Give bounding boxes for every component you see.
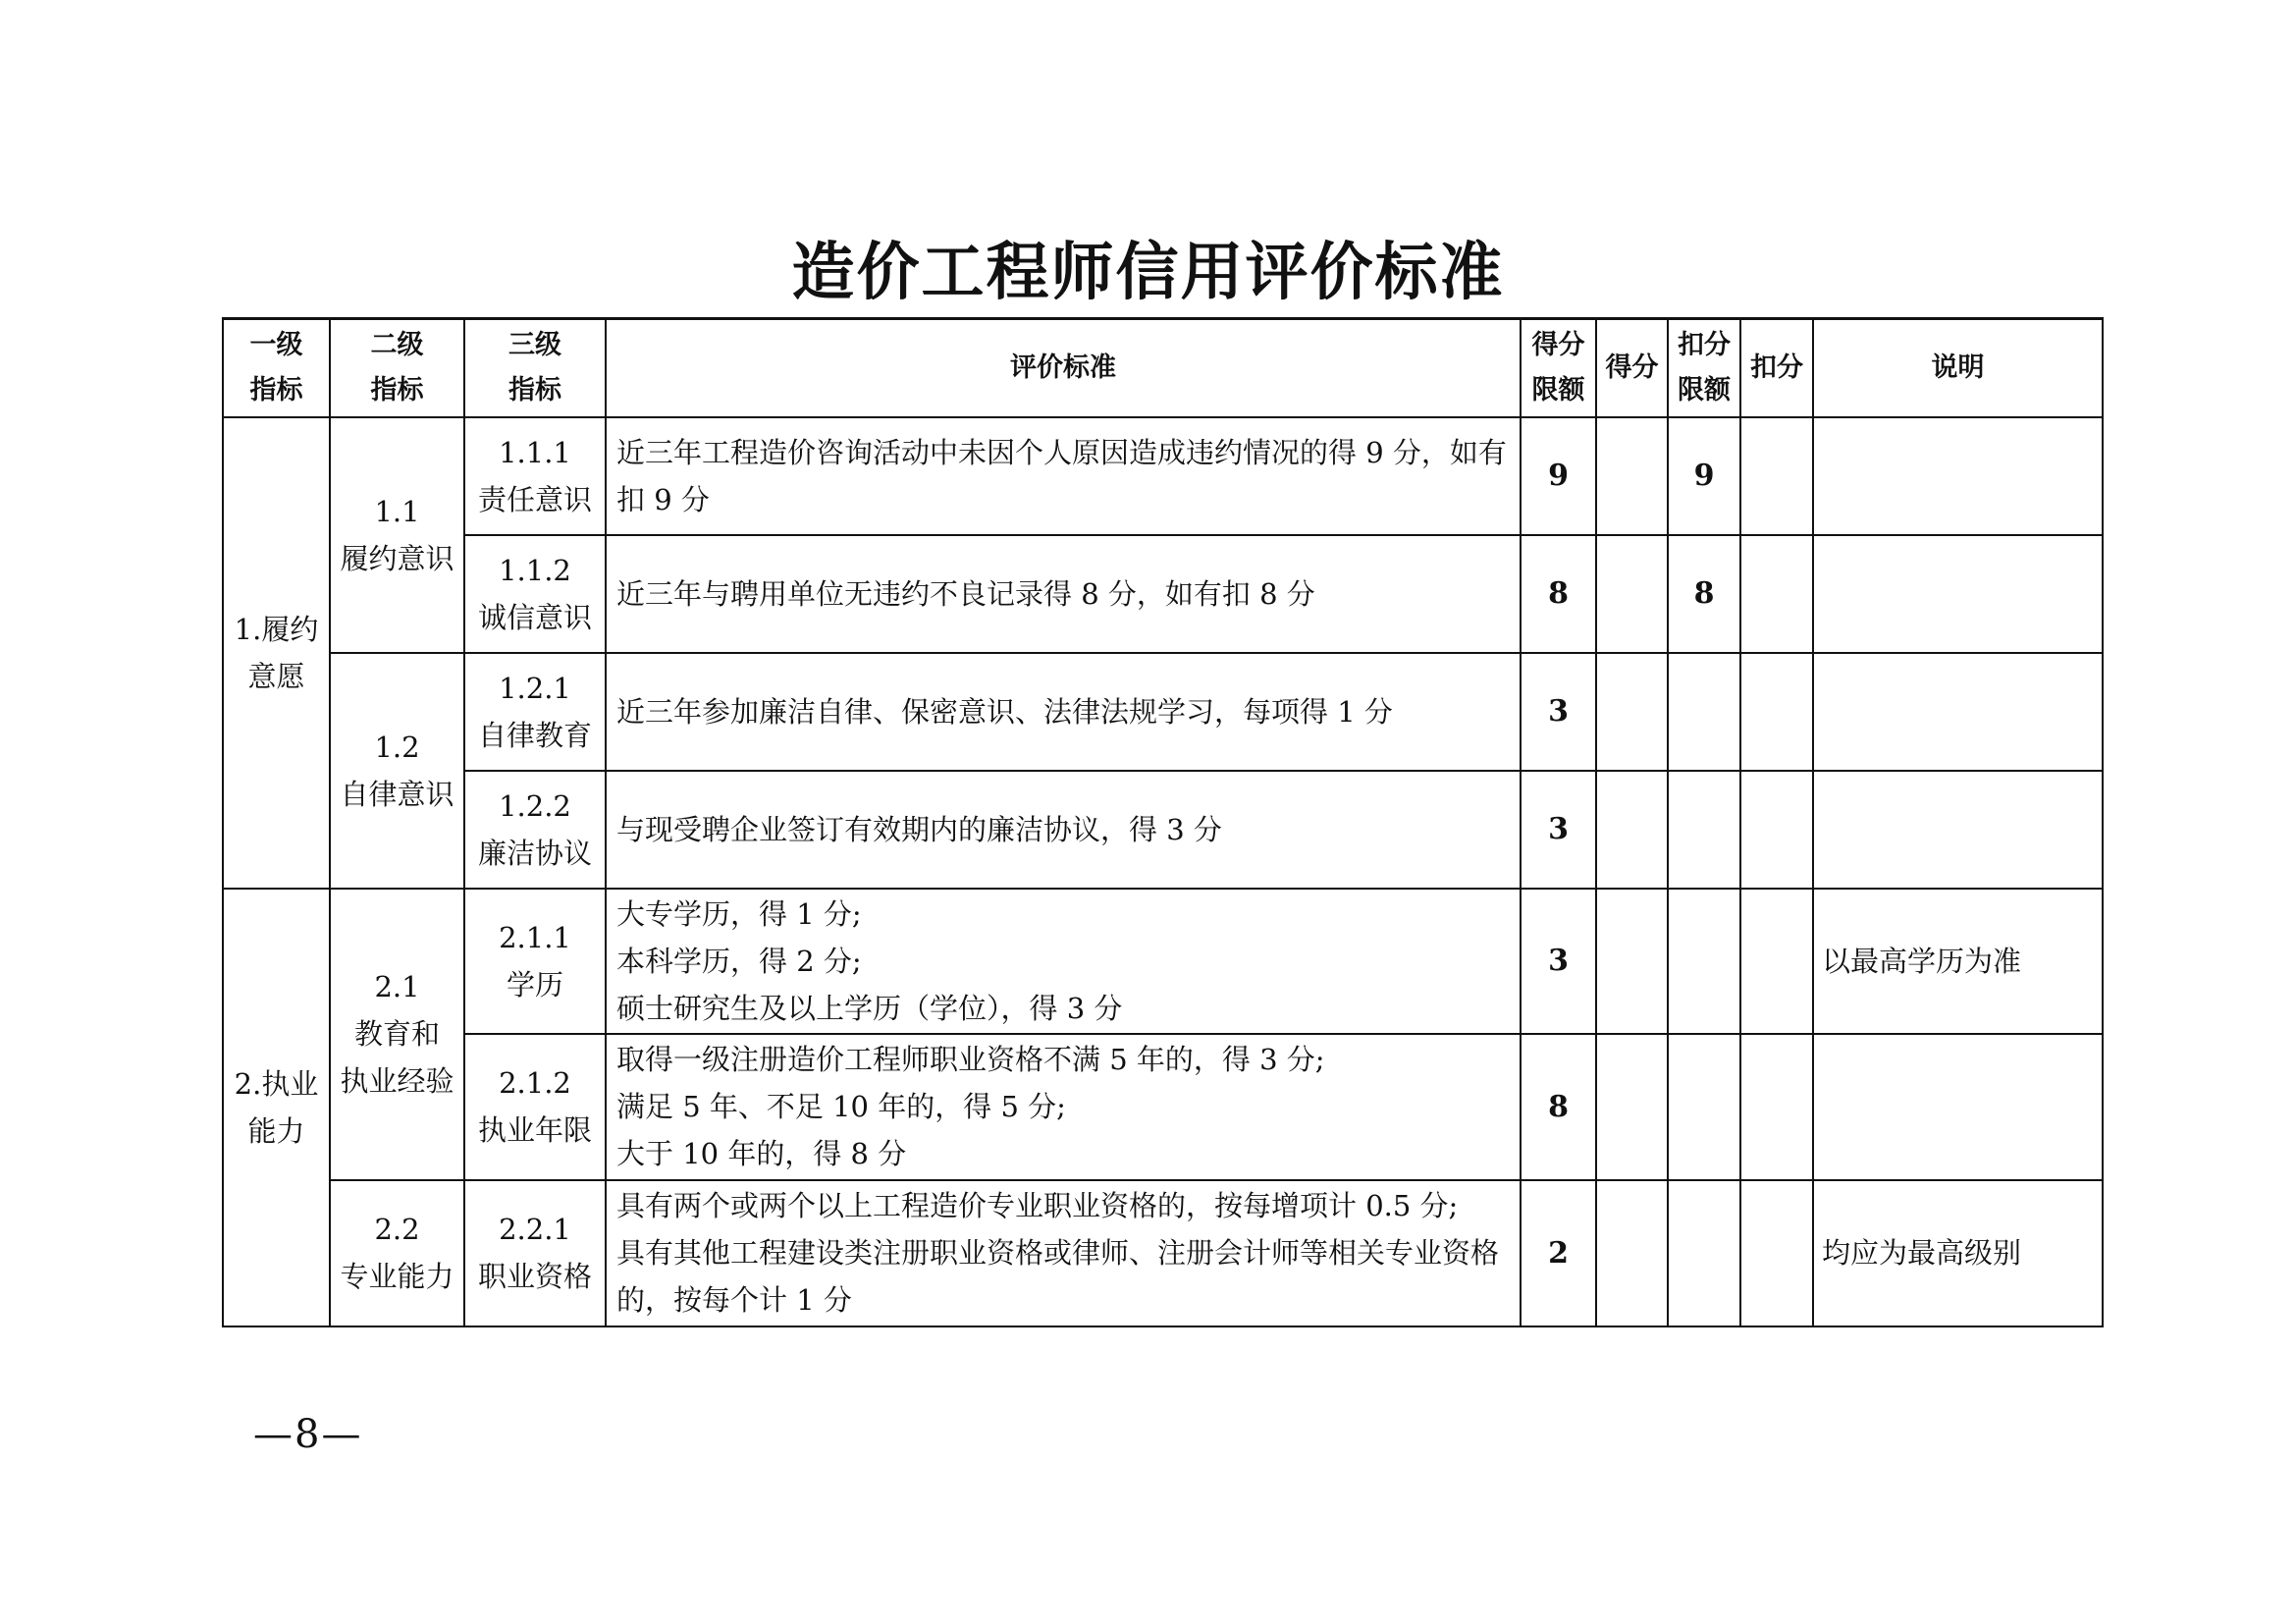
level3-cell: 2.1.2 执业年限: [464, 1034, 606, 1180]
level3-cell: 2.2.1 职业资格: [464, 1180, 606, 1326]
score-cell: [1596, 417, 1668, 535]
criteria-cell: 取得一级注册造价工程师职业资格不满 5 年的，得 3 分; 满足 5 年、不足 10 年的，得 5 分; 大于 10 年的，得 8 分: [606, 1034, 1521, 1180]
note-cell: [1813, 1034, 2103, 1180]
score-cell: [1596, 1034, 1668, 1180]
header-row: [223, 319, 2103, 417]
score-limit-cell: 3: [1521, 771, 1596, 889]
header-note: 说明: [1813, 319, 2103, 417]
level3-cell: 2.1.1 学历: [464, 889, 606, 1034]
level2-cell: 1.2 自律意识: [330, 653, 464, 889]
deduct-cell: [1740, 653, 1813, 771]
level3-cell: 1.2.1 自律教育: [464, 653, 606, 771]
header-level3: 三级 指标: [464, 319, 606, 417]
deduct-limit-cell: [1668, 1034, 1740, 1180]
deduct-cell: [1740, 771, 1813, 889]
table-row: [223, 771, 2103, 889]
table-row: [223, 653, 2103, 771]
note-cell: 均应为最高级别: [1813, 1180, 2103, 1326]
level1-cell: 1.履约 意愿: [223, 417, 330, 889]
level3-cell: 1.2.2 廉洁协议: [464, 771, 606, 889]
deduct-limit-cell: [1668, 771, 1740, 889]
table-row: [223, 417, 2103, 535]
score-limit-cell: 8: [1521, 535, 1596, 653]
deduct-limit-cell: [1668, 889, 1740, 1034]
table-row: [223, 1034, 2103, 1180]
level3-cell: 1.1.1 责任意识: [464, 417, 606, 535]
score-cell: [1596, 535, 1668, 653]
score-limit-cell: 9: [1521, 417, 1596, 535]
score-limit-cell: 3: [1521, 889, 1596, 1034]
note-cell: [1813, 653, 2103, 771]
level3-cell: 1.1.2 诚信意识: [464, 535, 606, 653]
note-cell: [1813, 417, 2103, 535]
header-level1: 一级 指标: [223, 319, 330, 417]
document-title: 造价工程师信用评价标准: [791, 236, 1505, 309]
score-limit-cell: 2: [1521, 1180, 1596, 1326]
score-limit-cell: 3: [1521, 653, 1596, 771]
header-score: 得分: [1596, 319, 1668, 417]
table-row: [223, 1180, 2103, 1326]
note-cell: [1813, 535, 2103, 653]
table-row: [223, 889, 2103, 1034]
score-cell: [1596, 653, 1668, 771]
note-cell: 以最高学历为准: [1813, 889, 2103, 1034]
deduct-cell: [1740, 535, 1813, 653]
header-deduct-limit: 扣分 限额: [1668, 319, 1740, 417]
deduct-cell: [1740, 889, 1813, 1034]
criteria-cell: 大专学历，得 1 分; 本科学历，得 2 分; 硕士研究生及以上学历（学位），得 3 分: [606, 889, 1521, 1034]
header-criteria: 评价标准: [606, 319, 1521, 417]
level2-cell: 2.2 专业能力: [330, 1180, 464, 1326]
deduct-cell: [1740, 417, 1813, 535]
level1-cell: 2.执业 能力: [223, 889, 330, 1326]
note-cell: [1813, 771, 2103, 889]
deduct-limit-cell: 8: [1668, 535, 1740, 653]
deduct-cell: [1740, 1180, 1813, 1326]
level2-cell: 1.1 履约意识: [330, 417, 464, 653]
header-deduct: 扣分: [1740, 319, 1813, 417]
header-score-limit: 得分 限额: [1521, 319, 1596, 417]
score-cell: [1596, 1180, 1668, 1326]
evaluation-table: [222, 317, 2104, 1327]
criteria-cell: 近三年工程造价咨询活动中未因个人原因造成违约情况的得 9 分，如有扣 9 分: [606, 417, 1521, 535]
deduct-limit-cell: [1668, 1180, 1740, 1326]
table-row: [223, 535, 2103, 653]
criteria-cell: 近三年参加廉洁自律、保密意识、法律法规学习，每项得 1 分: [606, 653, 1521, 771]
score-limit-cell: 8: [1521, 1034, 1596, 1180]
criteria-cell: 与现受聘企业签订有效期内的廉洁协议，得 3 分: [606, 771, 1521, 889]
score-cell: [1596, 889, 1668, 1034]
page-number: —8—: [253, 1412, 363, 1457]
deduct-limit-cell: [1668, 653, 1740, 771]
deduct-limit-cell: 9: [1668, 417, 1740, 535]
criteria-cell: 具有两个或两个以上工程造价专业职业资格的，按每增项计 0.5 分; 具有其他工程建设类注册职业资格或律师、注册会计师等相关专业资格的，按每个计 1 分: [606, 1180, 1521, 1326]
deduct-cell: [1740, 1034, 1813, 1180]
criteria-cell: 近三年与聘用单位无违约不良记录得 8 分，如有扣 8 分: [606, 535, 1521, 653]
level2-cell: 2.1 教育和 执业经验: [330, 889, 464, 1180]
header-level2: 二级 指标: [330, 319, 464, 417]
score-cell: [1596, 771, 1668, 889]
